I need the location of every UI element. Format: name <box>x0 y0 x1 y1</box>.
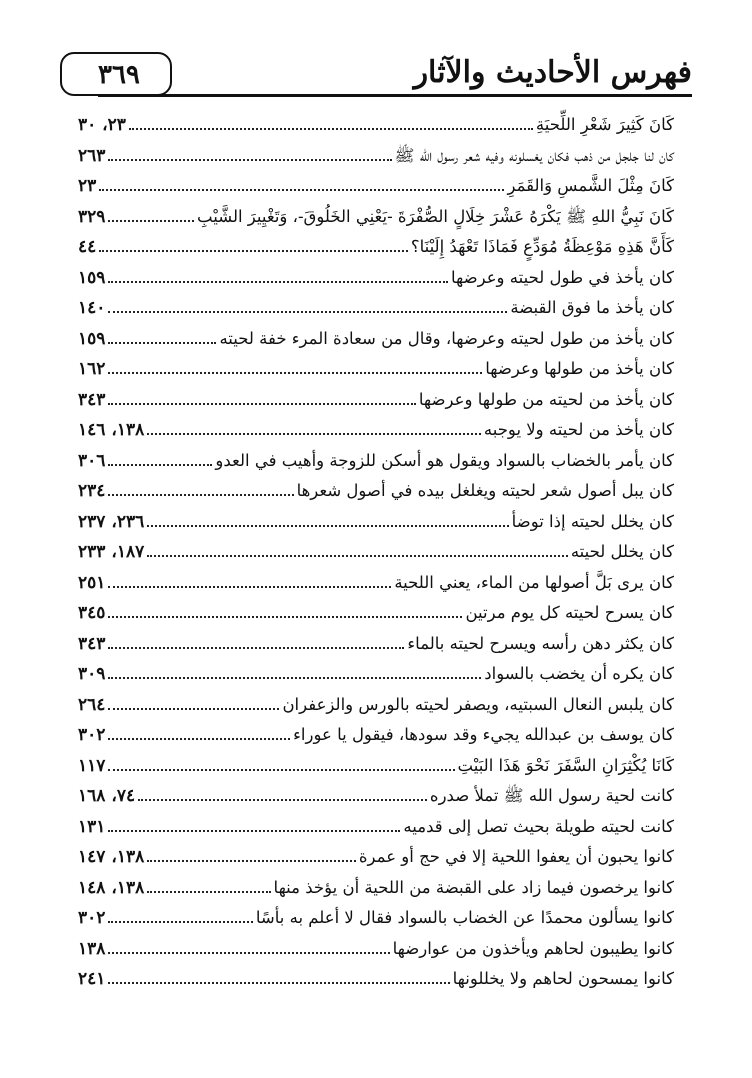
entry-text: كانت لحية رسول الله ﷺ تملأ صدره <box>429 786 674 805</box>
index-entry <box>78 690 674 721</box>
entry-page-numbers: ٣٠٦ <box>78 450 106 471</box>
index-entry <box>78 659 674 690</box>
entry-page-numbers: ٤٤ <box>78 237 97 257</box>
index-entry <box>78 903 674 934</box>
dot-leader <box>138 791 427 801</box>
entry-text: كَانَ كَثِيرَ شَعْرِ اللِّحيَةِ <box>535 115 674 134</box>
dot-leader <box>108 578 391 588</box>
entry-text: كان يأمر بالخضاب بالسواد ويقول هو أسكن للزوجة وأهيب في العدو <box>215 450 674 470</box>
entry-text: كانوا يرخصون فيما زاد على القبضة من اللحية أن يؤخذ منها <box>273 877 674 897</box>
entry-page-numbers: ١٤٠ <box>78 298 106 318</box>
dot-leader <box>108 395 415 405</box>
page-number: ٣٦٩ <box>98 60 140 90</box>
dot-leader <box>108 456 212 466</box>
index-entry <box>78 446 674 477</box>
dot-leader <box>108 639 404 649</box>
dot-leader <box>108 700 279 710</box>
entry-text: كانت لحيته طويلة بحيث تصل إلى قدميه <box>403 816 674 836</box>
dot-leader <box>99 242 408 252</box>
dot-leader <box>108 944 389 954</box>
entry-page-numbers: ٣٠٢ <box>78 908 106 928</box>
index-entry <box>78 263 674 294</box>
entry-text: كان يأخذ من طول لحيته وعرضها، وقال من سعادة المرء خفة لحيته <box>219 328 674 348</box>
entry-page-numbers: ١٦٢ <box>78 359 106 379</box>
dot-leader <box>129 120 533 130</box>
entry-page-numbers: ٣٢٩ <box>78 206 106 227</box>
entry-page-numbers: ٣٤٣ <box>78 389 106 410</box>
entry-page-numbers: ٢٦٣ <box>78 145 106 166</box>
index-entry <box>78 598 674 629</box>
dot-leader <box>108 334 216 344</box>
entry-page-numbers: ٢٥١ <box>78 572 106 593</box>
dot-leader <box>108 913 252 923</box>
entry-text: كَانَ نَبِيُّ اللهِ ﷺ يَكْرَهُ عَشْرَ خِلَالٍ الصُّفْرَةَ -يَعْنِي الخَلُوقَ-، وَتَغْيِيرَ الشَّيْبِ <box>197 206 674 226</box>
entry-page-numbers: ١٣٨، ١٤٧ <box>78 847 145 867</box>
entry-page-numbers: ٢٤١ <box>78 969 106 989</box>
dot-leader <box>147 517 508 527</box>
entry-text: كانوا يسألون محمدًا عن الخضاب بالسواد فقال لا أعلم به بأسًا <box>255 908 674 927</box>
index-entry <box>78 568 674 599</box>
entry-page-numbers: ١٣٨، ١٤٨ <box>78 877 145 898</box>
entry-page-numbers: ٢٣٦، ٢٣٧ <box>78 511 145 532</box>
dot-leader <box>108 303 507 313</box>
entry-text: كان يكره أن يخضب بالسواد <box>484 664 674 683</box>
dot-leader <box>147 547 568 557</box>
dot-leader <box>108 212 194 222</box>
entry-text: كانوا يحبون أن يعفوا اللحية إلا في حج أو عمرة <box>358 847 674 866</box>
entry-text: كان يخلل لحيته <box>570 542 674 561</box>
entry-text: كان يأخذ في طول لحيته وعرضها <box>450 267 674 287</box>
page-title: فهرس الأحاديث والآثار <box>413 55 692 90</box>
entry-page-numbers: ١٥٩ <box>78 267 106 288</box>
entry-page-numbers: ١٨٧، ٢٣٣ <box>78 542 145 562</box>
entry-page-numbers: ٢٣، ٣٠ <box>78 115 126 135</box>
dot-leader <box>108 486 293 496</box>
index-entry <box>78 476 674 507</box>
index-entry <box>78 507 674 538</box>
entry-text: كان يرى بَلَّ أصولها من الماء، يعني اللحية <box>394 572 674 592</box>
index-entry <box>78 354 674 385</box>
dot-leader <box>108 974 449 984</box>
index-entry <box>78 171 674 202</box>
index-entry <box>78 141 674 172</box>
dot-leader <box>108 822 400 832</box>
index-entry <box>78 537 674 568</box>
header-rule <box>98 94 692 97</box>
index-entry <box>78 812 674 843</box>
index-entry <box>78 324 674 355</box>
entry-text: كانوا يمسحون لحاهم ولا يخللونها <box>452 969 674 988</box>
entry-page-numbers: ٣٠٢ <box>78 725 106 745</box>
entry-text: كان يخلل لحيته إذا توضأ <box>511 511 674 531</box>
index-entry <box>78 110 674 141</box>
entry-page-numbers: ٢٣٤ <box>78 481 106 501</box>
dot-leader <box>147 852 356 862</box>
entry-text: كان يبل أصول شعر لحيته ويغلغل بيده في أصول شعرها <box>296 481 674 500</box>
dot-leader <box>108 761 454 771</box>
entry-text: كان يكثر دهن رأسه ويسرح لحيته بالماء <box>407 633 674 653</box>
entry-page-numbers: ١٣١ <box>78 816 106 837</box>
index-entry <box>78 293 674 324</box>
entry-text: كان لنا جلجل من ذهب فكان يغسلونه وفيه شعر رسول الله ﷺ <box>394 145 674 165</box>
entry-page-numbers: ٣٤٣ <box>78 633 106 654</box>
index-entry <box>78 232 674 263</box>
dot-leader <box>99 181 504 191</box>
index-entry <box>78 720 674 751</box>
entry-text: كان يلبس النعال السبتيه، ويصفر لحيته بالورس والزعفران <box>282 694 674 714</box>
entry-text: كَانَا يُكْثِرَانِ السَّفَرَ نَحْوَ هَذَا البَيْتِ <box>457 755 674 775</box>
entry-page-numbers: ١٣٨، ١٤٦ <box>78 420 145 440</box>
entry-page-numbers: ١١٧ <box>78 755 106 776</box>
index-entry <box>78 873 674 904</box>
entry-text: كان يوسف بن عبدالله يجيء وقد سودها، فيقول يا عوراء <box>293 725 674 744</box>
page-header <box>60 48 692 100</box>
entry-page-numbers: ٢٣ <box>78 176 97 196</box>
index-entry <box>78 629 674 660</box>
dot-leader <box>108 273 448 283</box>
dot-leader <box>147 425 481 435</box>
entry-text: كان يأخذ من لحيته من طولها وعرضها <box>418 389 674 409</box>
index-entry <box>78 964 674 995</box>
entry-text: كانوا يطيبون لحاهم ويأخذون من عوارضها <box>392 938 674 958</box>
index-entry <box>78 842 674 873</box>
entry-page-numbers: ١٣٨ <box>78 938 106 959</box>
entry-page-numbers: ٣٤٥ <box>78 603 106 623</box>
entry-text: كان يأخذ من طولها وعرضها <box>485 359 674 378</box>
index-entry <box>78 934 674 965</box>
dot-leader <box>108 669 481 679</box>
entry-text: كان يأخذ من لحيته ولا يوجبه <box>483 420 674 439</box>
dot-leader <box>108 730 290 740</box>
index-entry <box>78 781 674 812</box>
entry-page-numbers: ١٥٩ <box>78 328 106 349</box>
entry-text: كَأَنَّ هَذِهِ مَوْعِظَةُ مُوَدِّعٍ فَمَاذَا تَعْهَدُ إِلَيْنَا؟ <box>410 237 674 256</box>
entry-page-numbers: ٧٤، ١٦٨ <box>78 786 136 806</box>
index-entry <box>78 751 674 782</box>
dot-leader <box>108 151 391 161</box>
dot-leader <box>147 883 270 893</box>
entry-text: كان يسرح لحيته كل يوم مرتين <box>465 603 674 622</box>
entry-page-numbers: ٢٦٤ <box>78 694 106 715</box>
entry-page-numbers: ٣٠٩ <box>78 664 106 684</box>
entry-text: كان يأخذ ما فوق القبضة <box>510 298 674 317</box>
entry-text: كَانَ مِثْلَ الشَّمسِ وَالقَمَرِ <box>507 176 674 195</box>
index-entry <box>78 202 674 233</box>
index-entries <box>78 110 674 995</box>
index-entry <box>78 385 674 416</box>
dot-leader <box>108 364 482 374</box>
dot-leader <box>108 608 462 618</box>
index-entry <box>78 415 674 446</box>
